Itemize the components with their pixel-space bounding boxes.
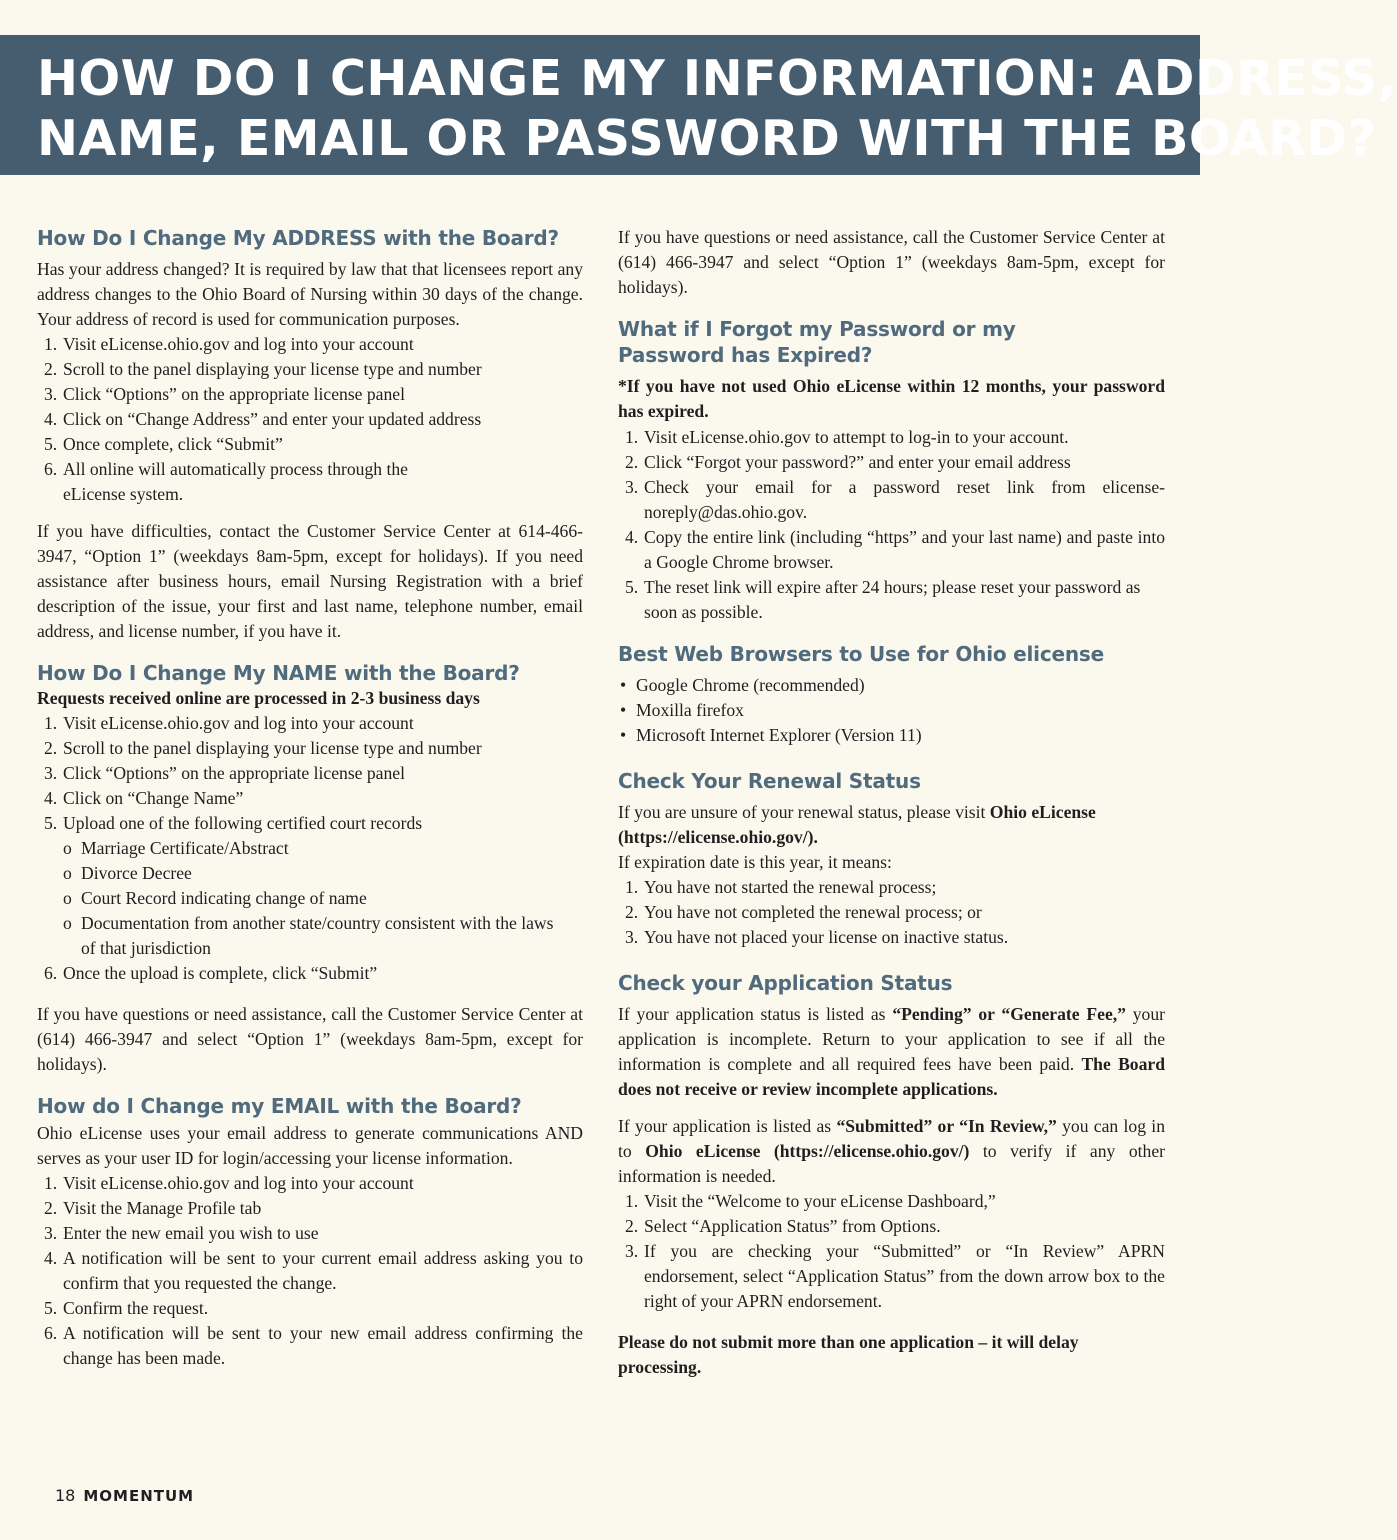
name-record-3: o Court Record indicating change of name: [63, 888, 367, 908]
password-step-4: 4. Copy the entire link (including “https” and your last name) and paste into a Google Chrome browser.: [625, 527, 1165, 572]
email-intro: Ohio eLicense uses your email address to generate communications AND serves as your user ID for login/accessing your license information.: [37, 1123, 583, 1168]
password-heading: What if I Forgot my Password or my Password has Expired?: [618, 317, 1016, 367]
name-step-6: 6. Once the upload is complete, click “Submit”: [44, 963, 378, 983]
address-step-6: 6. All online will automatically process through the eLicense system.: [44, 459, 408, 504]
password-section: [618, 316, 1165, 625]
browser-item-1: • Google Chrome (recommended): [620, 675, 865, 695]
name-steps: [37, 711, 583, 986]
address-step-2: 2. Scroll to the panel displaying your license type and number: [44, 359, 482, 379]
address-step-4: 4. Click on “Change Address” and enter your updated address: [44, 409, 482, 429]
renewal-lead: If expiration date is this year, it means:: [618, 852, 892, 872]
browser-item-3: • Microsoft Internet Explorer (Version 11): [620, 725, 922, 745]
name-note: Requests received online are processed in 2-3 business days: [37, 688, 480, 708]
page-number: 18: [55, 1486, 76, 1505]
application-step-3: 3. If you are checking your “Submitted” or “In Review” APRN endorsement, select “Application Status” from the down arrow box to the right of your APRN endorsement.: [625, 1241, 1165, 1311]
title-banner: [0, 35, 1397, 175]
left-column: [37, 225, 583, 1371]
browsers-section: [618, 641, 1165, 748]
right-column: [618, 225, 1165, 1380]
email-section: [37, 1093, 583, 1371]
email-step-4: 4. A notification will be sent to your current email address asking you to confirm that you requested the change.: [44, 1248, 583, 1293]
application-section: [618, 970, 1165, 1380]
name-step-3: 3. Click “Options” on the appropriate license panel: [44, 763, 405, 783]
password-step-1: 1. Visit eLicense.ohio.gov to attempt to log-in to your account.: [625, 427, 1069, 447]
name-help: If you have questions or need assistance, call the Customer Service Center at (614) 466-3947 and select “Option 1” (weekdays 8am-5pm, except for holidays).: [37, 1004, 583, 1074]
name-step-1: 1. Visit eLicense.ohio.gov and log into your account: [44, 713, 414, 733]
renewal-section: [618, 768, 1165, 950]
address-step-1: 1. Visit eLicense.ohio.gov and log into your account: [44, 334, 414, 354]
password-steps: [618, 425, 1165, 625]
name-record-4: o Documentation from another state/country consistent with the laws of that jurisdiction: [63, 913, 554, 958]
publication-name: MOMENTUM: [83, 1487, 195, 1505]
email-help: If you have questions or need assistance, call the Customer Service Center at (614) 466-3947 and select “Option 1” (weekdays 8am-5pm, except for holidays).: [618, 227, 1165, 297]
address-section: [37, 225, 583, 644]
name-step-4: 4. Click on “Change Name”: [44, 788, 244, 808]
page-title-line-2: NAME, EMAIL OR PASSWORD WITH THE BOARD?: [37, 110, 1377, 167]
renewal-heading: Check Your Renewal Status: [618, 769, 921, 793]
name-record-2: o Divorce Decree: [63, 863, 192, 883]
password-step-2: 2. Click “Forgot your password?” and enter your email address: [625, 452, 1071, 472]
email-step-2: 2. Visit the Manage Profile tab: [44, 1198, 262, 1218]
address-step-3: 3. Click “Options” on the appropriate license panel: [44, 384, 405, 404]
address-step-5: 5. Once complete, click “Submit”: [44, 434, 283, 454]
password-step-5: 5. The reset link will expire after 24 hours; please reset your password as soon as possible.: [625, 577, 1141, 622]
page-footer: [55, 1486, 194, 1505]
email-step-5: 5. Confirm the request.: [44, 1298, 209, 1318]
email-heading: How do I Change my EMAIL with the Board?: [37, 1094, 522, 1118]
name-section: [37, 660, 583, 1077]
renewal-link: Ohio eLicense (https://elicense.ohio.gov/).: [618, 802, 1096, 847]
application-incomplete-text: If your application status is listed as “Pending” or “Generate Fee,” your application is incomplete. Return to your application to see if all the information is complete and all required fees have been paid. The Board does not receive or review incomplete applications.: [618, 1004, 1166, 1099]
address-heading: How Do I Change My ADDRESS with the Board?: [37, 226, 559, 250]
name-step-5: 5. Upload one of the following certified court records: [44, 813, 423, 833]
browser-item-2: • Moxilla firefox: [620, 700, 744, 720]
password-warning: *If you have not used Ohio eLicense within 12 months, your password has expired.: [618, 376, 1165, 421]
page-title: [37, 49, 1397, 169]
renewal-steps: [618, 875, 1165, 950]
application-link: Ohio eLicense (https://elicense.ohio.gov/): [645, 1141, 970, 1161]
address-help: If you have difficulties, contact the Customer Service Center at 614-466-3947, “Option 1” (weekdays 8am-5pm, except for holidays). If you need assistance after business hours, email Nursing Registration with a brief description of the issue, your first and last name, telephone number, email address, and license number, if you have it.: [37, 521, 583, 641]
application-step-2: 2. Select “Application Status” from Options.: [625, 1216, 941, 1236]
name-record-1: o Marriage Certificate/Abstract: [63, 838, 289, 858]
application-review-text: If your application is listed as “Submitted” or “In Review,” you can log in to Ohio eLicense (https://elicense.ohio.gov/) to verify if any other information is needed.: [618, 1116, 1165, 1186]
page-title-line-1: HOW DO I CHANGE MY INFORMATION: ADDRESS,: [37, 50, 1397, 107]
email-steps: [37, 1171, 583, 1371]
email-step-6: 6. A notification will be sent to your new email address confirming the change has been made.: [44, 1323, 583, 1368]
renewal-step-3: 3. You have not placed your license on inactive status.: [625, 927, 1009, 947]
email-step-1: 1. Visit eLicense.ohio.gov and log into your account: [44, 1173, 414, 1193]
renewal-step-2: 2. You have not completed the renewal process; or: [625, 902, 982, 922]
renewal-intro: If you are unsure of your renewal status, please visit Ohio eLicense (https://elicense.ohio.gov/).: [618, 802, 1096, 847]
application-closing: Please do not submit more than one application – it will delay processing.: [618, 1332, 1079, 1377]
name-step-2: 2. Scroll to the panel displaying your license type and number: [44, 738, 482, 758]
renewal-step-1: 1. You have not started the renewal process;: [625, 877, 937, 897]
name-heading: How Do I Change My NAME with the Board?: [37, 661, 520, 685]
browsers-list: [618, 673, 1165, 748]
application-step-1: 1. Visit the “Welcome to your eLicense Dashboard,”: [625, 1191, 996, 1211]
password-step-3: 3. Check your email for a password reset link from elicense-noreply@das.ohio.gov.: [625, 477, 1165, 522]
email-step-3: 3. Enter the new email you wish to use: [44, 1223, 319, 1243]
application-heading: Check your Application Status: [618, 971, 953, 995]
browsers-heading: Best Web Browsers to Use for Ohio elicense: [618, 642, 1104, 666]
application-steps: [618, 1189, 1165, 1314]
address-intro: Has your address changed? It is required by law that that licensees report any address changes to the Ohio Board of Nursing within 30 days of the change. Your address of record is used for communication purposes.: [37, 259, 583, 329]
address-steps: [37, 332, 583, 507]
